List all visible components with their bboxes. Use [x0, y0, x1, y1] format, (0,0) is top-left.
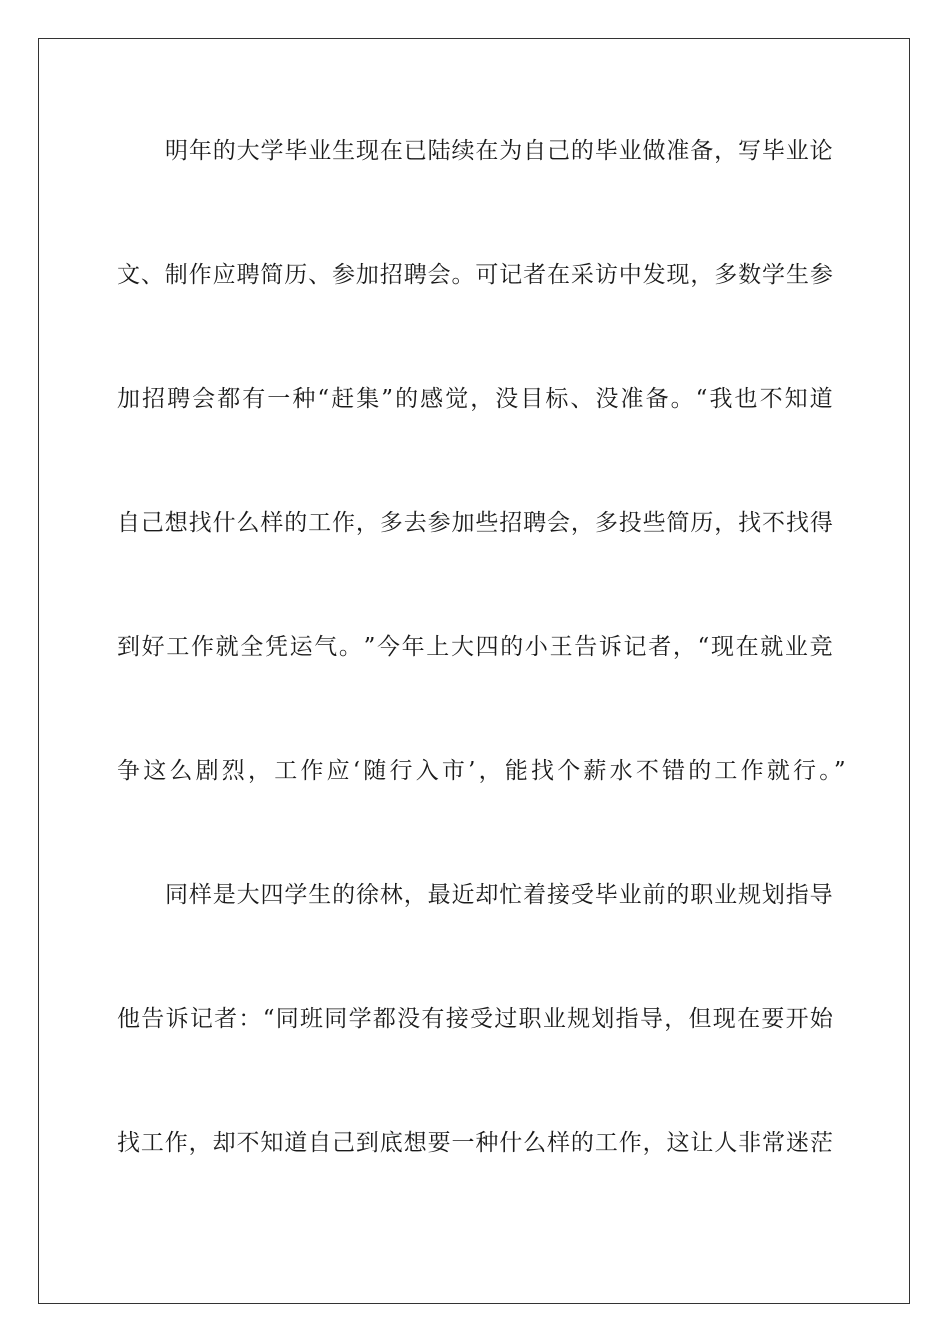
paragraph-1-line-5: 到 好 工 作 就 全 凭 运 气 。 ” 今 年 上 大 四 的 小 王 告 诉 记 者 ， “ 现 在 就 业 竞 — [117, 634, 833, 660]
paragraph-1-line-4: 自 己 想 找 什 么 样 的 工 作 ， 多 去 参 加 些 招 聘 会 ， 多 投 些 简 历 ， 找 不 找 得 — [117, 510, 833, 536]
page-border — [38, 38, 910, 1304]
paragraph-1-line-6: 争这么剧烈，工作应‘随行入市’，能找个薪水不错的工作就行。” — [117, 758, 849, 784]
paragraph-1-line-2: 文 、 制 作 应 聘 简 历 、 参 加 招 聘 会 。 可 记 者 在 采 访 中 发 现 ， 多 数 学 生 参 — [117, 262, 833, 288]
paragraph-2-line-1: 同 样 是 大 四 学 生 的 徐 林 ， 最 近 却 忙 着 接 受 毕 业 前 的 职 业 规 划 指 导 — [165, 882, 833, 908]
paragraph-2-line-3: 找 工 作 ， 却 不 知 道 自 己 到 底 想 要 一 种 什 么 样 的 工 作 ， 这 让 人 非 常 迷 茫 — [117, 1130, 833, 1156]
paragraph-1-line-1: 明 年 的 大 学 毕 业 生 现 在 已 陆 续 在 为 自 己 的 毕 业 做 准 备 ， 写 毕 业 论 — [165, 138, 833, 164]
paragraph-1-line-3: 加 招 聘 会 都 有 一 种 “ 赶 集 ” 的 感 觉 ， 没 目 标 、 没 准 备 。 “ 我 也 不 知 道 — [117, 386, 833, 412]
paragraph-2-line-2: 他 告 诉 记 者 ： “ 同 班 同 学 都 没 有 接 受 过 职 业 规 划 指 导 ， 但 现 在 要 开 始 — [117, 1006, 833, 1032]
